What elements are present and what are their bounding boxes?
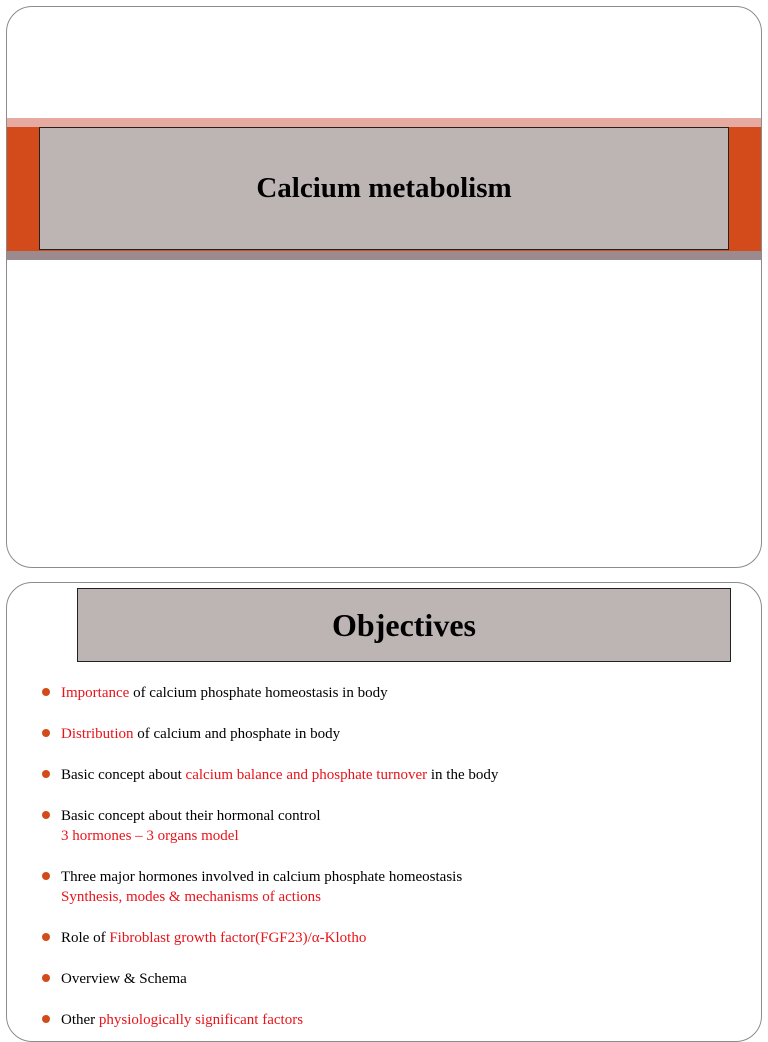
bullet-dot-icon (42, 729, 50, 737)
objectives-title-box (77, 588, 731, 662)
title-band-bottom-stripe (7, 251, 761, 260)
list-item (39, 867, 462, 907)
bullet-dot-icon (42, 1015, 50, 1023)
list-item (39, 969, 187, 989)
highlight-subline: 3 hormones – 3 organs model (61, 828, 239, 844)
title-box (39, 127, 729, 250)
bullet-dot-icon (42, 872, 50, 880)
title-band-top-stripe (7, 118, 761, 127)
list-item (39, 1010, 303, 1030)
bullet-dot-icon (42, 974, 50, 982)
list-item (39, 724, 340, 744)
highlight-text: Distribution (61, 726, 134, 742)
bullet-dot-icon (42, 811, 50, 819)
item-text-prefix: Other (61, 1012, 99, 1028)
highlight-text: Fibroblast growth factor(FGF23)/α-Klotho (109, 930, 367, 946)
item-text-prefix: Basic concept about their hormonal control (61, 808, 321, 824)
item-text-prefix: Three major hormones involved in calcium phosphate homeostasis (61, 869, 463, 885)
item-text: of calcium and phosphate in body (133, 726, 341, 742)
bullet-dot-icon (42, 770, 50, 778)
list-item (39, 683, 388, 703)
slide-title: Calcium metabolism (256, 172, 512, 204)
slide-2 (6, 582, 762, 1042)
item-text-prefix: Role of (61, 930, 110, 946)
list-item (39, 765, 498, 785)
item-text-prefix: Basic concept about (61, 767, 186, 783)
slide-1 (6, 6, 762, 568)
bullet-dot-icon (42, 688, 50, 696)
item-text-prefix: Overview & Schema (61, 971, 187, 987)
highlight-text: Importance (61, 685, 130, 701)
highlight-subline: Synthesis, modes & mechanisms of actions (61, 889, 321, 905)
highlight-text: calcium balance and phosphate turnover (185, 767, 428, 783)
list-item (39, 928, 366, 948)
bullet-dot-icon (42, 933, 50, 941)
item-text: of calcium phosphate homeostasis in body (129, 685, 388, 701)
highlight-text: physiologically significant factors (98, 1012, 304, 1028)
item-text: in the body (427, 767, 499, 783)
list-item (39, 806, 321, 846)
objectives-title: Objectives (332, 606, 476, 643)
